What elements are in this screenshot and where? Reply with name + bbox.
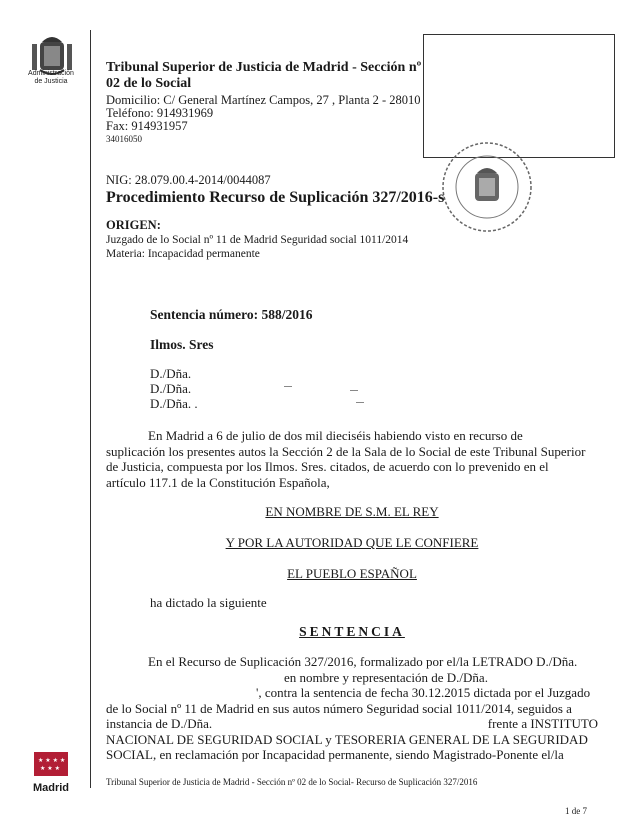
origin-court: Juzgado de lo Social nº 11 de Madrid Seguridad social 1011/2014 bbox=[106, 234, 409, 246]
sentencia-heading: SENTENCIA bbox=[299, 624, 405, 639]
subject-matter: Materia: Incapacidad permanente bbox=[106, 248, 260, 260]
crest-caption-line: Administración bbox=[28, 70, 74, 77]
judgment-number: Sentencia número: 588/2016 bbox=[150, 307, 313, 322]
court-address: Domicilio: C/ General Martínez Campos, 27 , Planta 2 - 28010 bbox=[106, 93, 421, 107]
judge-entry: D./Dña. bbox=[150, 366, 192, 381]
page-number: 1 de 7 bbox=[565, 806, 587, 816]
svg-text:★ ★ ★: ★ ★ ★ bbox=[40, 765, 60, 772]
madrid-flag-icon bbox=[34, 752, 68, 776]
dictated-line: ha dictado la siguiente bbox=[150, 595, 267, 610]
court-title: Tribunal Superior de Justicia de Madrid - Sección nº 02 de lo Social bbox=[106, 60, 422, 91]
body-line-split bbox=[106, 716, 598, 732]
judge-entry: D./Dña. . bbox=[150, 396, 198, 411]
stars-icon bbox=[34, 752, 68, 776]
crest-caption bbox=[18, 70, 84, 86]
judge-entry: D./Dña. bbox=[150, 381, 192, 396]
body-line: NACIONAL DE SEGURIDAD SOCIAL y TESORERIA GENERAL DE LA SEGURIDAD bbox=[106, 731, 588, 747]
intro-line: suplicación los presentes autos la Sección 2 de la Sala de lo Social de este Tribunal Superior bbox=[106, 443, 586, 459]
intro-line: artículo 117.1 de la Constitución Española, bbox=[106, 474, 330, 490]
body-line: instancia de D./Dña. bbox=[106, 716, 213, 731]
intro-line: En Madrid a 6 de julio de dos mil dieciséis habiendo visto en recurso de bbox=[148, 428, 523, 443]
madrid-label: Madrid bbox=[32, 782, 70, 794]
court-code: 34016050 bbox=[106, 134, 142, 144]
official-seal-icon bbox=[440, 137, 534, 237]
footer-text: Tribunal Superior de Justicia de Madrid - Sección nº 02 de lo Social- Recurso de Suplicación 327/2016 bbox=[106, 777, 478, 787]
formula-line: Y POR LA AUTORIDAD QUE LE CONFIERE bbox=[225, 535, 479, 550]
court-phone: Teléfono: 914931969 bbox=[106, 106, 214, 120]
intro-line: de Justicia, compuesta por los Ilmos. Sres. citados, de acuerdo con lo prevenido en el bbox=[106, 459, 549, 474]
body-line: en nombre y representación de D./Dña. bbox=[284, 669, 488, 685]
body-paragraph bbox=[106, 654, 598, 763]
body-line: En el Recurso de Suplicación 327/2016, formalizado por el/la LETRADO D./Dña. bbox=[148, 654, 578, 669]
body-line: ', contra la sentencia de fecha 30.12.2015 dictada por el Juzgado bbox=[256, 685, 591, 700]
judges-heading: Ilmos. Sres bbox=[150, 337, 214, 352]
intro-paragraph bbox=[106, 428, 598, 490]
margin-rule bbox=[90, 30, 91, 788]
body-line: SOCIAL, en reclamación por Incapacidad permanente, siendo Magistrado-Ponente el/la bbox=[106, 747, 564, 762]
formula-line: EL PUEBLO ESPAÑOL bbox=[287, 566, 417, 581]
formula-line: EN NOMBRE DE S.M. EL REY bbox=[265, 504, 439, 519]
origin-heading: ORIGEN: bbox=[106, 218, 161, 232]
nig-number: NIG: 28.079.00.4-2014/0044087 bbox=[106, 173, 271, 187]
svg-text:★ ★ ★ ★: ★ ★ ★ ★ bbox=[38, 757, 66, 764]
crest-caption-line: de Justicia bbox=[34, 78, 68, 85]
court-fax: Fax: 914931957 bbox=[106, 119, 188, 133]
body-line: de lo Social nº 11 de Madrid en sus autos número Seguridad social 1011/2014, seguidos a bbox=[106, 700, 572, 716]
procedure-title: Procedimiento Recurso de Suplicación 327/2016-s bbox=[106, 189, 445, 206]
body-line: frente a INSTITUTO bbox=[487, 716, 598, 731]
